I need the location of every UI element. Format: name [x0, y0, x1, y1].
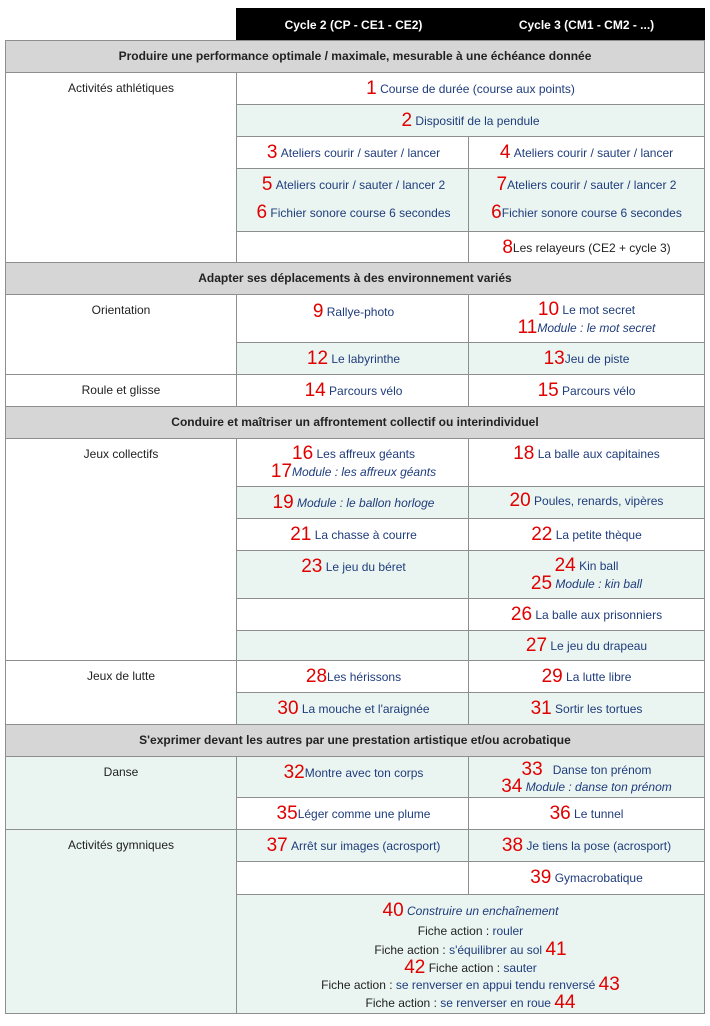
activity-link[interactable]: La balle aux prisonniers: [535, 608, 663, 622]
activity-number: 4: [499, 142, 511, 163]
activity-number: 39: [530, 867, 552, 888]
category-label: Jeux collectifs: [5, 438, 237, 661]
activity-number: 37: [266, 835, 288, 856]
activity-number: 36: [549, 803, 571, 824]
activity-cell[interactable]: [236, 136, 471, 169]
activity-cell[interactable]: [236, 486, 471, 519]
header-cycle-3: Cycle 3 (CM1 - CM2 - ...): [468, 8, 705, 41]
header-cycle-2: Cycle 2 (CP - CE1 - CE2): [236, 8, 471, 41]
activity-number: 28: [305, 666, 328, 687]
fiche-link[interactable]: rouler: [492, 923, 524, 938]
activity-number: 12: [306, 348, 329, 369]
category-label: Roule et glisse: [5, 374, 237, 407]
category-label: Orientation: [5, 294, 237, 375]
activity-number: 3: [266, 142, 278, 163]
activity-link[interactable]: Le jeu du drapeau: [550, 639, 648, 653]
section-heading: Adapter ses déplacements à des environnement variés: [5, 262, 705, 295]
activity-cell[interactable]: [236, 374, 471, 407]
activity-cell[interactable]: [236, 894, 705, 1014]
activity-cell[interactable]: [236, 104, 705, 137]
activity-cell[interactable]: [468, 136, 705, 169]
activity-number: 44: [554, 992, 576, 1013]
fiche-prefix: Fiche action :: [428, 961, 504, 975]
activity-link[interactable]: Fichier sonore course 6 secondes: [501, 206, 682, 220]
activity-number: 20: [509, 490, 531, 511]
activity-link[interactable]: Module : les affreux géants: [292, 465, 437, 479]
activity-link[interactable]: Je tiens la pose (acrosport): [526, 839, 672, 853]
activity-link[interactable]: Fichier sonore course 6 secondes: [270, 206, 451, 220]
activity-number: 2: [401, 110, 413, 131]
activity-cell[interactable]: [468, 598, 705, 631]
activity-link[interactable]: Le jeu du béret: [325, 560, 406, 574]
fiche-prefix: Fiche action :: [321, 978, 396, 992]
activity-number: 6: [491, 202, 502, 223]
activity-link[interactable]: Ateliers courir / sauter / lancer 2: [275, 178, 446, 192]
activity-number: 24: [554, 555, 576, 576]
header-empty-cell: [5, 8, 237, 41]
activity-number: 35: [276, 803, 298, 824]
empty-cell: [236, 861, 471, 895]
category-label: Jeux de lutte: [5, 660, 237, 725]
activity-number: 40: [382, 900, 404, 921]
activity-number: 19: [272, 492, 294, 513]
activity-cell[interactable]: [236, 550, 471, 599]
activity-cell[interactable]: [468, 486, 705, 519]
activity-number: 5: [261, 174, 273, 195]
fiche-prefix: Fiche action :: [374, 943, 450, 957]
activity-link[interactable]: Module : le mot secret: [537, 321, 656, 335]
activity-link[interactable]: Gymacrobatique: [554, 871, 643, 885]
activity-cell[interactable]: [468, 438, 705, 487]
activity-number: 38: [501, 835, 524, 856]
activity-link[interactable]: Ateliers courir / sauter / lancer 2: [507, 178, 677, 192]
activity-number: 17: [270, 461, 293, 482]
activity-cell[interactable]: [236, 438, 471, 487]
activity-number: 34: [501, 776, 523, 797]
activity-cell[interactable]: [236, 518, 471, 551]
activity-cell[interactable]: [468, 342, 705, 375]
fiche-prefix: Fiche action :: [417, 923, 493, 938]
activity-cell[interactable]: [468, 294, 705, 343]
activity-link[interactable]: Dispositif de la pendule: [415, 114, 540, 128]
activity-number: 42: [404, 957, 426, 978]
activity-number: 1: [366, 78, 377, 99]
activity-number: 6: [256, 202, 268, 223]
fiche-link[interactable]: se renverser en appui tendu renversé: [395, 978, 596, 992]
activity-cell[interactable]: [468, 692, 705, 725]
activity-cell[interactable]: [236, 829, 471, 862]
activity-number: 29: [541, 666, 563, 687]
activity-link[interactable]: Poules, renards, vipères: [534, 494, 664, 508]
activity-link[interactable]: Le mot secret: [562, 303, 636, 317]
activity-number: 9: [312, 301, 324, 322]
activity-number: 8: [502, 237, 513, 258]
activity-link[interactable]: La mouche et l'araignée: [301, 702, 430, 716]
activity-link[interactable]: Jeu de piste: [564, 352, 630, 366]
activity-number: 15: [537, 380, 559, 401]
fiche-prefix: Fiche action :: [365, 996, 441, 1010]
activity-cell[interactable]: [236, 756, 471, 798]
activity-link[interactable]: Module : danse ton prénom: [525, 780, 672, 794]
category-label: Activités athlétiques: [5, 72, 237, 263]
activity-number: 22: [531, 524, 553, 545]
activity-number: 7: [496, 174, 508, 195]
activity-number: 10: [537, 299, 560, 320]
activity-link[interactable]: Léger comme une plume: [297, 807, 431, 821]
activity-cell[interactable]: [468, 829, 705, 862]
fiche-link[interactable]: se renverser en roue: [440, 996, 551, 1010]
activity-number: 26: [510, 604, 533, 625]
category-label: Danse: [5, 756, 237, 830]
empty-cell: [236, 231, 471, 263]
activity-link[interactable]: Parcours vélo: [329, 384, 403, 398]
activity-link[interactable]: Kin ball: [579, 559, 619, 573]
activity-link[interactable]: Les relayeurs (CE2 + cycle 3): [512, 241, 671, 255]
activity-number: 43: [598, 974, 620, 995]
activity-link[interactable]: Rallye-photo: [326, 305, 395, 319]
activity-link[interactable]: Les hérissons: [327, 670, 402, 684]
activity-number: 18: [513, 443, 535, 464]
activity-cell[interactable]: [468, 231, 705, 263]
activity-cell[interactable]: [468, 797, 705, 830]
activity-number: 27: [525, 635, 548, 656]
activity-link[interactable]: Parcours vélo: [562, 384, 636, 398]
activity-link[interactable]: Le labyrinthe: [331, 352, 401, 366]
section-heading: Produire une performance optimale / maximale, mesurable à une échéance donnée: [5, 40, 705, 73]
activity-link[interactable]: Les affreux géants: [316, 447, 415, 461]
activity-number: 32: [283, 762, 305, 783]
activity-cell[interactable]: [236, 168, 471, 232]
activity-link[interactable]: Montre avec ton corps: [304, 766, 424, 780]
activity-number: 16: [292, 443, 314, 464]
activity-cell[interactable]: [468, 756, 705, 798]
activity-link[interactable]: Le tunnel: [574, 807, 624, 821]
activity-cell[interactable]: [236, 294, 471, 343]
activity-link[interactable]: La lutte libre: [566, 670, 632, 684]
activity-cell[interactable]: [468, 660, 705, 693]
activity-link[interactable]: Course de durée (course aux points): [380, 82, 575, 96]
section-heading: Conduire et maîtriser un affrontement collectif ou interindividuel: [5, 406, 705, 439]
activity-number: 21: [290, 524, 312, 545]
activity-cell[interactable]: [236, 797, 471, 830]
fiche-link[interactable]: sauter: [503, 961, 537, 975]
empty-cell: [236, 598, 471, 631]
activity-link[interactable]: Danse ton prénom: [552, 763, 652, 777]
section-heading: S'exprimer devant les autres par une prestation artistique et/ou acrobatique: [5, 724, 705, 757]
activity-link[interactable]: Construire un enchaînement: [407, 904, 559, 918]
activity-link[interactable]: Ateliers courir / sauter / lancer: [513, 146, 674, 160]
activity-number: 30: [277, 698, 299, 719]
activity-link[interactable]: Arrêt sur images (acrosport): [291, 839, 441, 853]
activity-cell[interactable]: [236, 660, 471, 693]
activity-number: 14: [304, 380, 326, 401]
activity-number: 25: [530, 573, 553, 594]
category-label: Activités gymniques: [5, 829, 237, 1014]
activity-cell[interactable]: [236, 692, 471, 725]
activity-cell[interactable]: [236, 72, 705, 105]
activity-number: 11: [517, 317, 538, 338]
activity-number: 41: [545, 939, 567, 960]
activity-link[interactable]: Sortir les tortues: [555, 702, 643, 716]
activity-number: 13: [543, 348, 565, 369]
empty-cell: [236, 630, 471, 661]
activity-link[interactable]: La balle aux capitaines: [537, 447, 660, 461]
activity-cell[interactable]: [236, 342, 471, 375]
activity-link[interactable]: Module : kin ball: [555, 577, 643, 591]
activity-cell[interactable]: [468, 550, 705, 599]
activity-cell[interactable]: [468, 630, 705, 661]
fiche-link[interactable]: s'équilibrer au sol: [449, 943, 543, 957]
activity-link[interactable]: Ateliers courir / sauter / lancer: [280, 146, 441, 160]
activity-link[interactable]: La petite thèque: [555, 528, 642, 542]
activity-number: 23: [301, 556, 323, 577]
activity-link[interactable]: Module : le ballon horloge: [297, 496, 435, 510]
activity-cell[interactable]: [468, 374, 705, 407]
activity-number: 31: [530, 698, 552, 719]
activity-link[interactable]: La chasse à courre: [314, 528, 417, 542]
activity-cell[interactable]: [468, 861, 705, 895]
activity-cell[interactable]: [468, 168, 705, 232]
activity-number: 33: [521, 759, 543, 780]
activity-cell[interactable]: [468, 518, 705, 551]
